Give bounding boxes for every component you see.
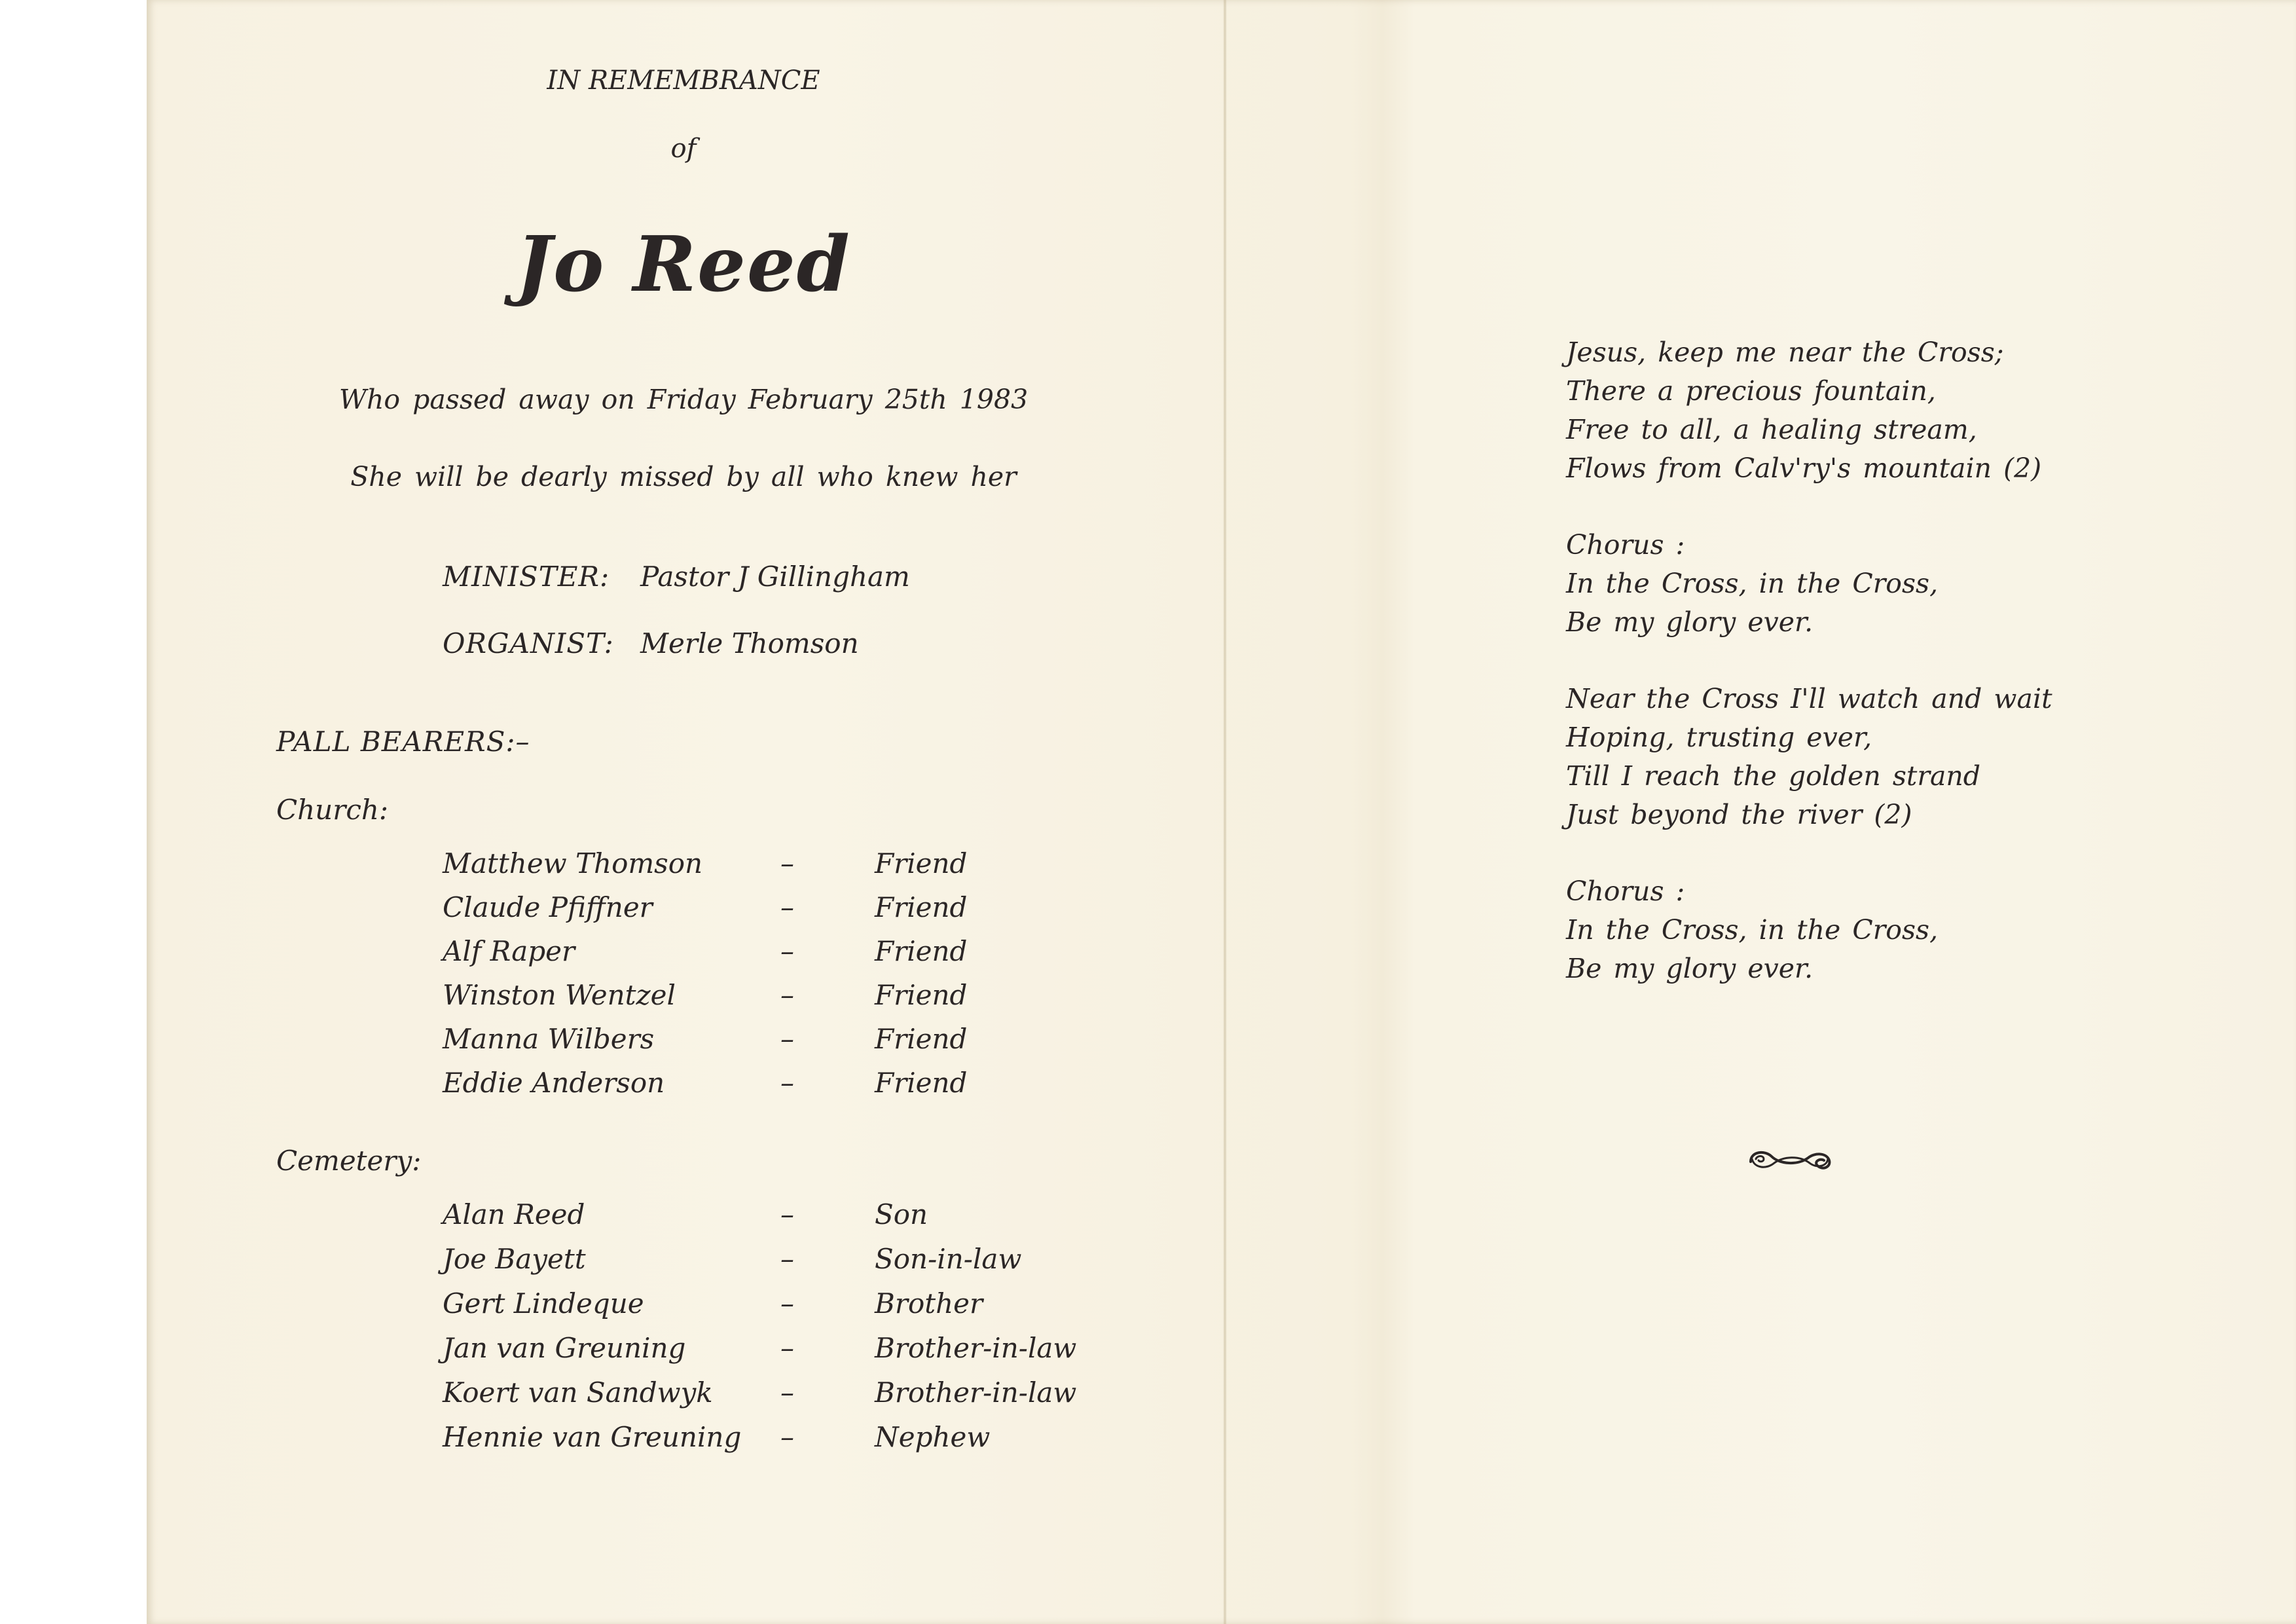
hymn-line: Chorus : [1566, 529, 1685, 561]
bearer-dash: – [780, 1067, 794, 1099]
bearer-dash: – [780, 1376, 794, 1409]
bearer-dash: – [780, 1421, 794, 1453]
remembrance-heading: IN REMEMBRANCE [547, 65, 820, 96]
left-page [147, 0, 1220, 1624]
bearer-relation: Friend [875, 891, 968, 923]
bearer-name: Alan Reed [443, 1198, 585, 1230]
bearer-row [147, 1332, 1220, 1371]
bearer-name: Manna Wilbers [443, 1023, 655, 1055]
bearer-dash: – [780, 1023, 794, 1055]
deceased-name: Jo Reed [516, 220, 851, 309]
of-line: of [670, 134, 697, 164]
bearer-relation: Friend [875, 847, 968, 879]
minister-name: Pastor J Gillingham [640, 561, 910, 593]
bearer-name: Matthew Thomson [443, 847, 703, 879]
organist-name: Merle Thomson [640, 627, 859, 659]
bearer-dash: – [780, 935, 794, 967]
bearer-dash: – [780, 1243, 794, 1275]
bearer-row [147, 1067, 1220, 1106]
hymn-line: Near the Cross I'll watch and wait [1566, 683, 2052, 714]
hymn-line: In the Cross, in the Cross, [1566, 568, 1939, 599]
bearer-row [147, 1287, 1220, 1327]
bearer-name: Jan van Greuning [443, 1332, 686, 1364]
bearer-relation: Son [875, 1198, 928, 1230]
bearer-name: Koert van Sandwyk [443, 1376, 713, 1409]
bearer-row [147, 935, 1220, 974]
bearer-relation: Friend [875, 979, 968, 1011]
bearer-row [147, 1198, 1220, 1238]
bearer-name: Hennie van Greuning [443, 1421, 742, 1453]
bearer-relation: Friend [875, 935, 968, 967]
bearer-relation: Brother-in-law [875, 1332, 1077, 1364]
bearer-relation: Brother-in-law [875, 1376, 1077, 1409]
hymn-line: Hoping, trusting ever, [1566, 722, 1872, 753]
hymn-line: Be my glory ever. [1566, 953, 1813, 984]
dearly-missed-line: She will be dearly missed by all who knew her [350, 461, 1017, 492]
pall-bearers-heading: PALL BEARERS:– [276, 726, 530, 758]
hymn-line: Flows from Calv'ry's mountain (2) [1566, 452, 2042, 484]
bearer-row [147, 891, 1220, 931]
minister-label: MINISTER: [443, 561, 610, 593]
bearer-dash: – [780, 891, 794, 923]
bearer-row [147, 1023, 1220, 1062]
hymn-line: Jesus, keep me near the Cross; [1566, 337, 2004, 368]
bearer-row [147, 1421, 1220, 1460]
bearer-name: Joe Bayett [443, 1243, 586, 1275]
bearer-row [147, 1243, 1220, 1282]
cemetery-label: Cemetery: [276, 1145, 422, 1177]
hymn-line: Free to all, a healing stream, [1566, 414, 1977, 445]
bearer-name: Winston Wentzel [443, 979, 676, 1011]
hymn-line: There a precious fountain, [1566, 375, 1936, 407]
bearer-name: Gert Lindeque [443, 1287, 644, 1320]
hymn-line: Till I reach the golden strand [1566, 760, 1981, 792]
hymn-line: Be my glory ever. [1566, 606, 1813, 638]
bearer-relation: Brother [875, 1287, 983, 1320]
organist-label: ORGANIST: [443, 627, 614, 659]
bearer-row [147, 1376, 1220, 1416]
bearer-name: Eddie Anderson [443, 1067, 665, 1099]
bearer-dash: – [780, 1287, 794, 1320]
right-page [1227, 0, 2296, 1624]
bearer-row [147, 847, 1220, 887]
bearer-name: Claude Pfiffner [443, 891, 653, 923]
church-label: Church: [276, 794, 389, 826]
bearer-name: Alf Raper [443, 935, 575, 967]
bearer-dash: – [780, 847, 794, 879]
bearer-dash: – [780, 1332, 794, 1364]
scroll-ornament-icon [1745, 1139, 1834, 1179]
bearer-dash: – [780, 979, 794, 1011]
hymn-line: Chorus : [1566, 876, 1685, 907]
bearer-relation: Friend [875, 1067, 968, 1099]
bearer-dash: – [780, 1198, 794, 1230]
bearer-relation: Son-in-law [875, 1243, 1022, 1275]
hymn-line: In the Cross, in the Cross, [1566, 914, 1939, 946]
bearer-relation: Nephew [875, 1421, 991, 1453]
bearer-row [147, 979, 1220, 1018]
hymn-line: Just beyond the river (2) [1566, 799, 1912, 830]
bearer-relation: Friend [875, 1023, 968, 1055]
passed-away-line: Who passed away on Friday February 25th 1983 [338, 384, 1029, 415]
